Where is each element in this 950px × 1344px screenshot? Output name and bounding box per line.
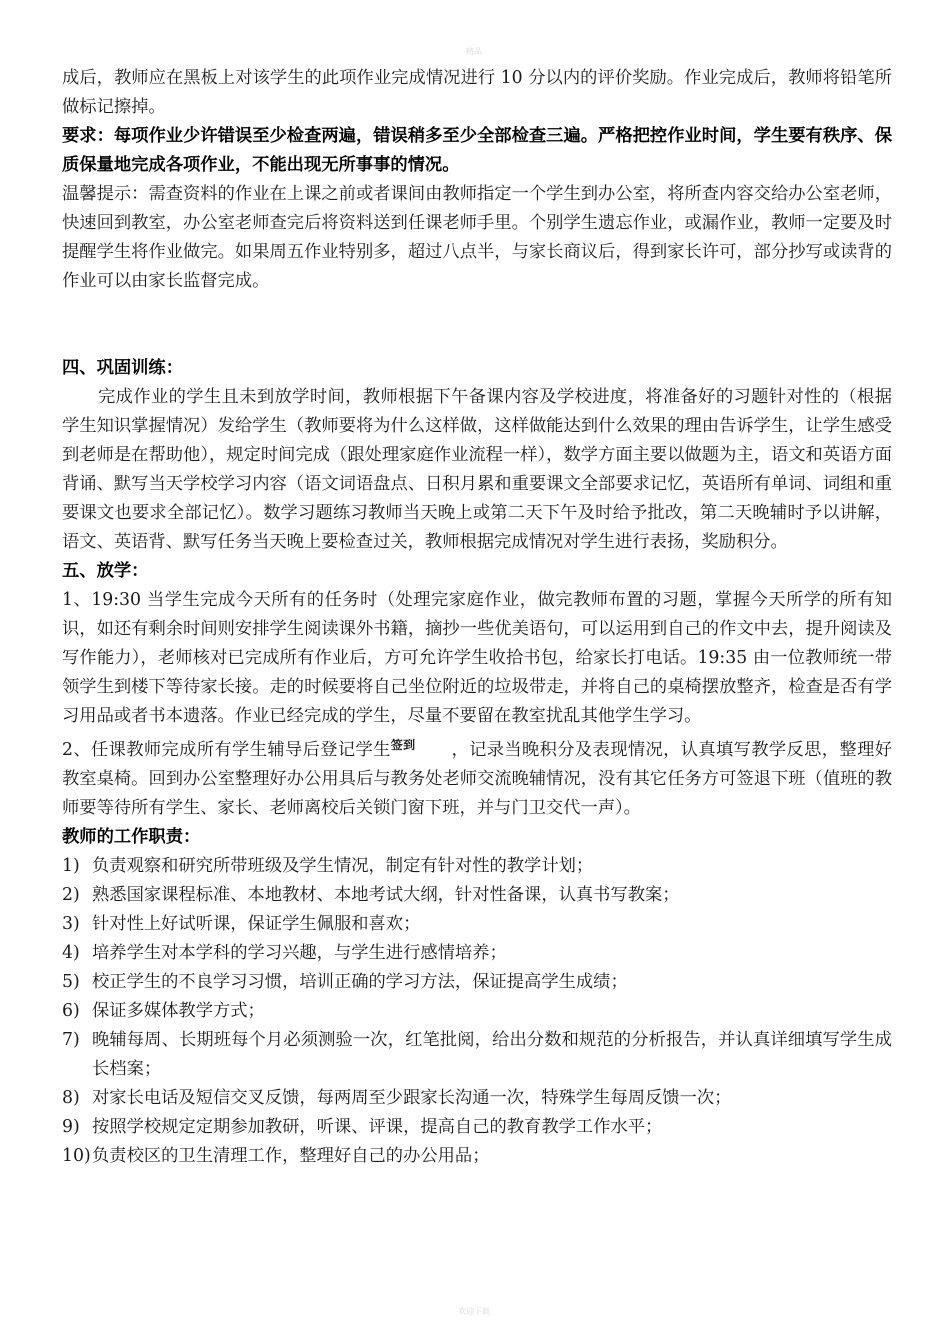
section4-heading: 四、巩固训练： xyxy=(62,358,183,378)
list-item-text: 晚辅每周、长期班每个月必须测验一次，红笔批阅，给出分数和规范的分析报告，并认真详细填写学生成长档案； xyxy=(92,1030,892,1079)
section5-item1: 1、19:30 当学生完成今天所有的任务时（处理完家庭作业，做完教师布置的习题，掌握今天所学的所有知识，如还有剩余时间则安排学生阅读课外书籍，摘抄一些优美语句，可以运用到自己的作文中去，提升阅读及写作能力），老师核对已完成所有作业后，方可允许学生收拾书包，给家长打电话。19:35 由一位教师统一带领学生到楼下等待家长接。走的时候要将自己坐位附近的垃圾带走，并将自己的桌椅摆放整齐，检查是否有学习用品或者书本遗落。作业已经完成的学生，尽量不要留在教室扰乱其他学生学习。 xyxy=(62,590,892,726)
list-item-text: 保证多媒体教学方式； xyxy=(92,1001,265,1021)
tip-paragraph: 温馨提示：需查资料的作业在上课之前或者课间由教师指定一个学生到办公室，将所查内容交给办公室老师，快速回到教室，办公室老师查完后将资料送到任课老师手里。个别学生遗忘作业，或漏作业，教师一定要及时提醒学生将作业做完。如果周五作业特别多，超过八点半，与家长商议后，得到家长许可，部分抄写或读背的作业可以由家长监督完成。 xyxy=(62,184,892,291)
list-item-number: 10) xyxy=(62,1146,91,1166)
document-page xyxy=(62,64,892,1171)
list-item xyxy=(62,1084,892,1113)
section4-body: 完成作业的学生且未到放学时间，教师根据下午备课内容及学校进度，将准备好的习题针对性的（根据学生知识掌握情况）发给学生（教师要将为什么这样做，这样做能达到什么效果的理由告诉学生，让学生感受到老师是在帮助他），规定时间完成（跟处理家庭作业流程一样），数学方面主要以做题为主，语文和英语方面背诵、默写当天学校学习内容（语文词语盘点、日积月累和重要课文全部要求记忆，英语所有单词、词组和重要课文也要求全部记忆）。数学习题练习教师当天晚上或第二天下午及时给予批改，第二天晚辅时予以讲解，语文、英语背、默写任务当天晚上要检查过关，教师根据完成情况对学生进行表扬，奖励积分。 xyxy=(62,387,892,552)
section5-item2-prefix: 2、任课教师完成所有学生辅导后登记学生 xyxy=(62,740,391,760)
list-item xyxy=(62,910,892,939)
list-item xyxy=(62,1026,892,1084)
list-item-text: 针对性上好试听课，保证学生佩服和喜欢； xyxy=(92,914,421,934)
requirement-paragraph: 要求：每项作业少许错误至少检查两遍，错误稍多至少全部检查三遍。严格把控作业时间，学生要有秩序、保质保量地完成各项作业，不能出现无所事事的情况。 xyxy=(62,126,892,175)
section5-item2-suffix: ，记录当晚积分及表现情况，认真填写教学反思，整理好教室桌椅。回到办公室整理好办公用具后与教务处老师交流晚辅情况，没有其它任务方可签退下班（值班的教师要等待所有学生、家长、老师离校后关锁门窗下班，并与门卫交代一声）。 xyxy=(62,740,892,818)
section5-item2 xyxy=(62,731,892,823)
list-item xyxy=(62,997,892,1026)
list-item-number: 7) xyxy=(62,1030,80,1050)
list-item xyxy=(62,968,892,997)
list-item-text: 负责观察和研究所带班级及学生情况，制定有针对性的教学计划； xyxy=(92,856,594,876)
list-item-number: 4) xyxy=(62,943,80,963)
list-item-number: 1) xyxy=(62,856,80,876)
list-item-text: 熟悉国家课程标准、本地教材、本地考试大纲，针对性备课，认真书写教案； xyxy=(92,885,680,905)
list-item-text: 培养学生对本学科的学习兴趣，与学生进行感情培养； xyxy=(92,943,507,963)
list-item-number: 5) xyxy=(62,972,80,992)
list-item-text: 校正学生的不良学习习惯，培训正确的学习方法，保证提高学生成绩； xyxy=(92,972,628,992)
list-item xyxy=(62,852,892,881)
list-item-number: 9) xyxy=(62,1117,80,1137)
list-item xyxy=(62,881,892,910)
list-item-text: 按照学校规定定期参加教研，听课、评课，提高自己的教育教学工作水平； xyxy=(92,1117,663,1137)
list-item-text: 负责校区的卫生清理工作，整理好自己的办公用品； xyxy=(92,1146,490,1166)
list-item xyxy=(62,1142,892,1171)
intro-paragraph: 成后，教师应在黑板上对该学生的此项作业完成情况进行 10 分以内的评价奖励。作业完成后，教师将铅笔所做标记擦掉。 xyxy=(62,68,892,117)
section5-heading: 五、放学： xyxy=(62,561,149,581)
duties-list xyxy=(62,852,892,1171)
spacer xyxy=(62,296,892,354)
list-item xyxy=(62,939,892,968)
list-item xyxy=(62,1113,892,1142)
watermark-top: 精品 xyxy=(466,47,482,56)
list-item-number: 6) xyxy=(62,1001,80,1021)
list-item-number: 3) xyxy=(62,914,80,934)
list-item-text: 对家长电话及短信交叉反馈，每两周至少跟家长沟通一次，特殊学生每周反馈一次； xyxy=(92,1088,732,1108)
duties-heading: 教师的工作职责： xyxy=(62,827,201,847)
watermark-bottom: 欢迎下载 xyxy=(458,1307,490,1316)
list-item-number: 2) xyxy=(62,885,80,905)
list-item-number: 8) xyxy=(62,1088,80,1108)
signin-annotation: 签到 xyxy=(390,738,416,752)
